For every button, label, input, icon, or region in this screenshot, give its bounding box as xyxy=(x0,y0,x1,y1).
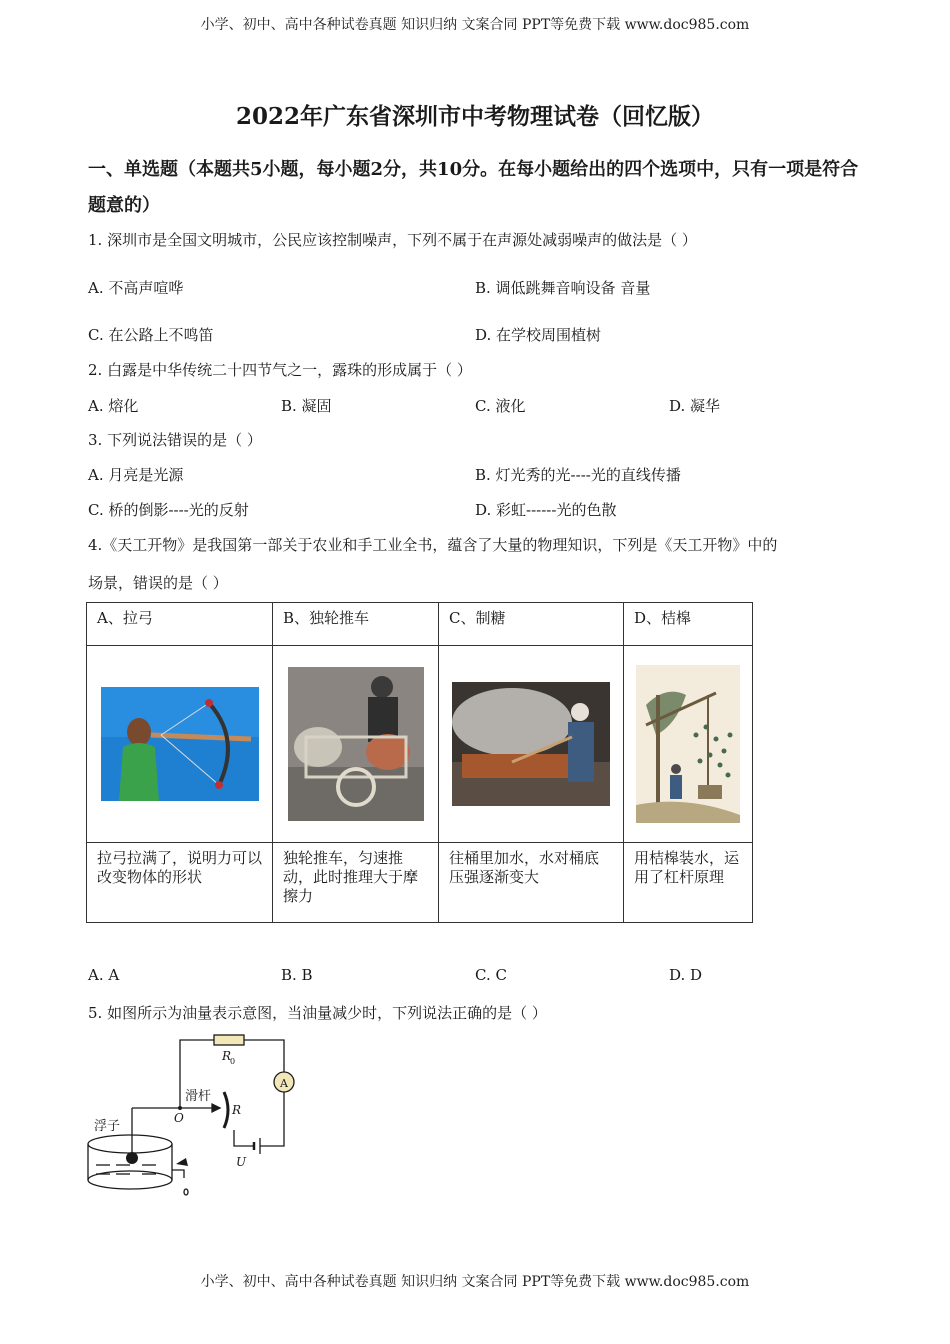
q1-option-d: D. 在学校周围植树 xyxy=(475,326,602,344)
q4-option-c: C. C xyxy=(475,966,507,984)
archer-image xyxy=(101,687,259,801)
wheelbarrow-image xyxy=(288,667,424,821)
ammeter-label: A xyxy=(280,1077,288,1090)
rheostat-label: R xyxy=(232,1103,242,1117)
q2-option-a: A. 熔化 xyxy=(88,397,139,415)
q3-option-b: B. 灯光秀的光----光的直线传播 xyxy=(475,466,681,484)
q1-option-b: B. 调低跳舞音响设备 音量 xyxy=(475,279,651,297)
scene-table xyxy=(86,602,753,923)
rod-label: 滑杆 xyxy=(185,1089,212,1104)
q4-option-b: B. B xyxy=(281,966,313,984)
question-4-stem-line1: 4.《天工开物》是我国第一部关于农业和手工业全书，蕴含了大量的物理知识，下列是《天工开物》中的 xyxy=(88,536,778,554)
oil-gauge-circuit-diagram xyxy=(84,1030,304,1200)
page-footer: 小学、初中、高中各种试卷真题 知识归纳 文案合同 PPT等免费下载 www.doc985.com xyxy=(200,1274,750,1290)
float-label: 浮子 xyxy=(94,1119,121,1134)
scene-desc-b: 独轮推车，匀速推动，此时推理大于摩擦力 xyxy=(273,843,439,923)
scene-header-b: B、独轮推车 xyxy=(273,603,439,646)
scene-desc-d: 用桔槔装水，运用了杠杆原理 xyxy=(624,843,753,923)
page-header: 小学、初中、高中各种试卷真题 知识归纳 文案合同 PPT等免费下载 www.doc985.com xyxy=(200,17,750,33)
section-heading: 一、单选题（本题共5小题，每小题2分，共10分。在每小题给出的四个选项中，只有一项是符合题意的） xyxy=(88,159,859,216)
scene-header-a: A、拉弓 xyxy=(87,603,273,646)
page-title: 2022年广东省深圳市中考物理试卷（回忆版） xyxy=(235,103,714,130)
q2-option-b: B. 凝固 xyxy=(281,397,332,415)
r0-label: R xyxy=(222,1049,232,1063)
scene-header-c: C、制糖 xyxy=(439,603,624,646)
q3-option-c: C. 桥的倒影----光的反射 xyxy=(88,501,249,519)
scene-desc-c: 往桶里加水，水对桶底压强逐渐变大 xyxy=(439,843,624,923)
q2-option-c: C. 液化 xyxy=(475,397,526,415)
r0-subscript: 0 xyxy=(230,1057,236,1066)
q4-option-a: A. A xyxy=(88,966,120,984)
scene-desc-a: 拉弓拉满了，说明力可以改变物体的形状 xyxy=(87,843,273,923)
q1-option-a: A. 不高声喧哗 xyxy=(88,279,184,297)
scene-image-cell-c xyxy=(439,646,624,843)
q1-option-c: C. 在公路上不鸣笛 xyxy=(88,326,214,344)
well-sweep-image xyxy=(636,665,740,823)
voltage-label: U xyxy=(236,1155,247,1169)
question-3-stem: 3. 下列说法错误的是（ ） xyxy=(88,431,262,449)
q3-option-d: D. 彩虹------光的色散 xyxy=(475,501,617,519)
q2-option-d: D. 凝华 xyxy=(669,397,721,415)
sugar-making-image xyxy=(452,682,610,806)
question-5-stem: 5. 如图所示为油量表示意图，当油量减少时，下列说法正确的是（ ） xyxy=(88,1004,547,1022)
q4-option-d: D. D xyxy=(669,966,703,984)
question-2-stem: 2. 白露是中华传统二十四节气之一，露珠的形成属于（ ） xyxy=(88,361,472,379)
scene-image-cell-b xyxy=(273,646,439,843)
question-4-stem-line2: 场景，错误的是（ ） xyxy=(88,574,228,592)
q3-option-a: A. 月亮是光源 xyxy=(88,466,184,484)
scene-image-cell-d xyxy=(624,646,753,843)
scene-image-cell-a xyxy=(87,646,273,843)
scene-header-d: D、桔槔 xyxy=(624,603,753,646)
question-1-stem: 1. 深圳市是全国文明城市，公民应该控制噪声，下列不属于在声源处减弱噪声的做法是（ ） xyxy=(88,231,697,249)
pivot-label: O xyxy=(174,1111,184,1125)
